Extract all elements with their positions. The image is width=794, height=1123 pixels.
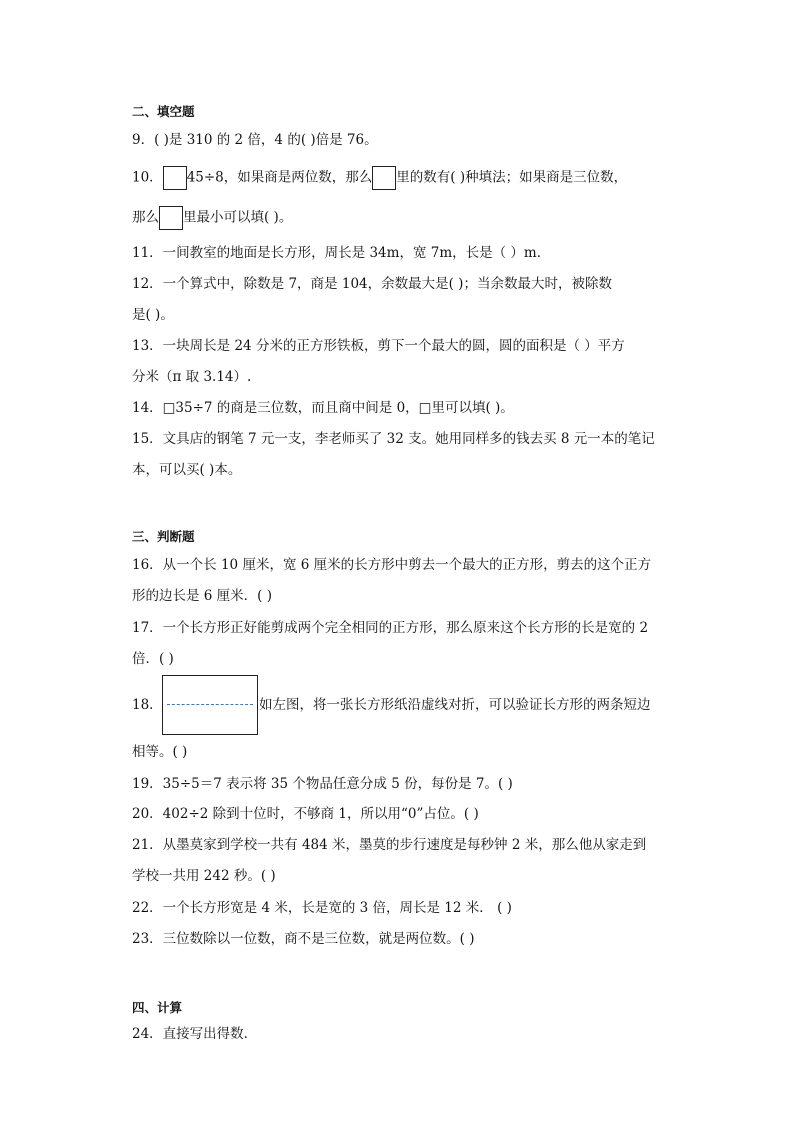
question-15-line1: 15．文具店的钢笔 7 元一支，李老师买了 32 支。她用同样多的钱去买 8 元一本的笔记	[132, 431, 655, 447]
answer-box	[372, 166, 396, 190]
question-18-text: 如左图，将一张长方形纸沿虚线对折，可以验证长方形的两条短边	[259, 697, 651, 713]
question-9: 9．( )是 310 的 2 倍，4 的( )倍是 76。	[132, 132, 378, 148]
dashed-fold-line	[167, 704, 253, 705]
question-13-line1: 13．一块周长是 24 分米的正方形铁板，剪下一个最大的圆，圆的面积是（ ）平方	[132, 338, 625, 354]
question-10-text-c: 那么	[132, 209, 159, 226]
question-10-number: 10．	[132, 169, 163, 186]
question-22: 22．一个长方形宽是 4 米，长是宽的 3 倍，周长是 12 米． ( )	[132, 900, 512, 916]
question-18-number: 18．	[132, 697, 163, 713]
section-heading-calculation: 四、计算	[132, 1000, 183, 1015]
question-21-line1: 21．从墨莫家到学校一共有 484 米，墨莫的步行速度是每秒钟 2 米，那么他从家走到	[132, 837, 647, 853]
question-14: 14．□35÷7 的商是三位数，而且商中间是 0，□里可以填( )。	[132, 400, 514, 416]
question-23: 23．三位数除以一位数，商不是三位数，就是两位数。( )	[132, 931, 475, 947]
question-19: 19．35÷5＝7 表示将 35 个物品任意分成 5 份，每份是 7。( )	[132, 776, 513, 792]
question-10-line2	[132, 206, 292, 230]
question-10-text-b: 里的数有( )种填法；如果商是三位数，	[396, 169, 628, 186]
section-heading-true-false: 三、判断题	[132, 529, 195, 544]
question-21-line2: 学校一共用 242 秒。( )	[132, 868, 276, 884]
question-20: 20．402÷2 除到十位时，不够商 1，所以用“0”占位。( )	[132, 806, 479, 822]
question-13-line2: 分米（π 取 3.14）.	[132, 369, 252, 385]
section-heading-fill-blank: 二、填空题	[132, 104, 195, 119]
question-18-line2: 相等。( )	[132, 744, 188, 760]
question-10-text-a: 45÷8，如果商是两位数，那么	[186, 169, 373, 186]
question-10-text-d: 里最小可以填( )。	[183, 209, 293, 226]
answer-box	[163, 166, 187, 190]
question-15-line2: 本，可以买( )本。	[132, 462, 242, 478]
question-11: 11．一间教室的地面是长方形，周长是 34m，宽 7m，长是（ ）m．	[132, 245, 551, 261]
question-12-line1: 12．一个算式中，除数是 7，商是 104，余数最大是( )；当余数最大时，被除数	[132, 276, 612, 292]
question-12-line2: 是( )。	[132, 307, 174, 323]
question-17-line1: 17．一个长方形正好能剪成两个完全相同的正方形，那么原来这个长方形的长是宽的 2	[132, 620, 649, 636]
question-16-line2: 形的边长是 6 厘米．( )	[132, 588, 272, 604]
question-16-line1: 16．从一个长 10 厘米，宽 6 厘米的长方形中剪去一个最大的正方形，剪去的这个正方	[132, 557, 652, 573]
question-10-line1	[132, 166, 627, 190]
answer-box	[159, 206, 183, 230]
rectangle-fold-figure	[162, 675, 258, 735]
question-17-line2: 倍．( )	[132, 651, 174, 667]
question-24: 24．直接写出得数．	[132, 1026, 258, 1042]
